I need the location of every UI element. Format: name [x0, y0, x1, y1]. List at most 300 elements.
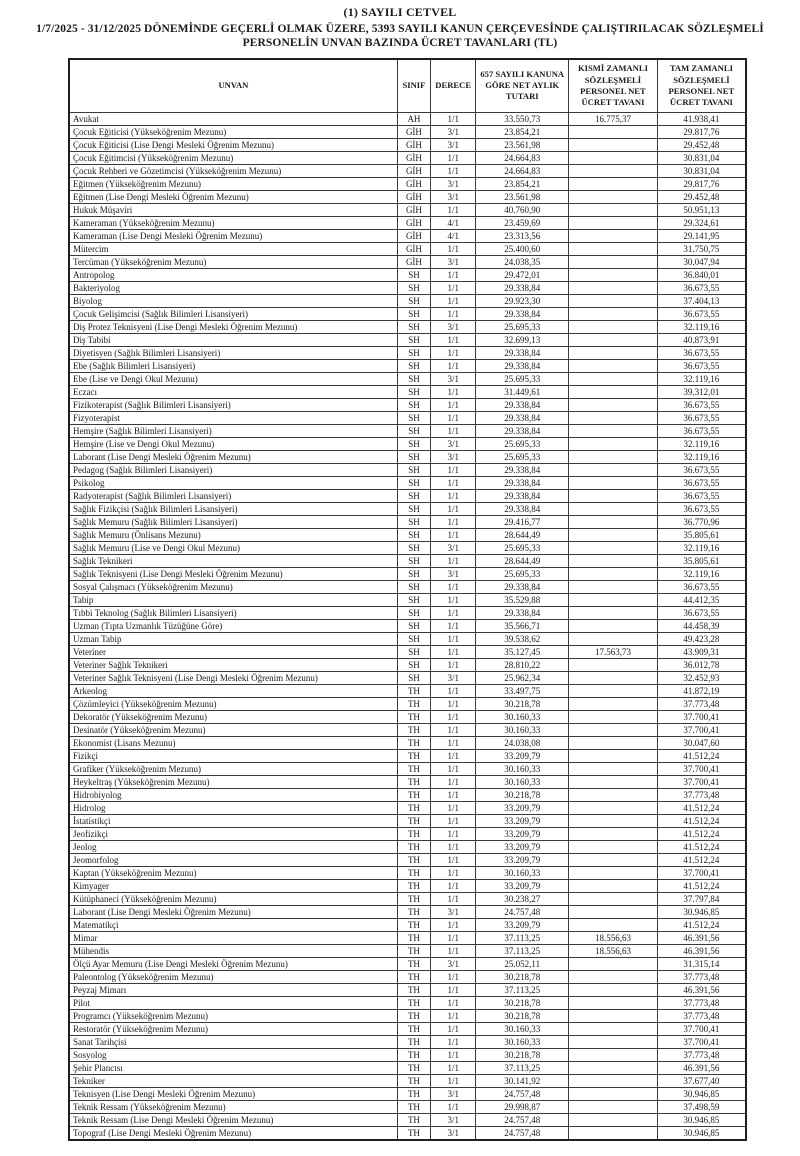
- table-row: [69, 645, 746, 658]
- cell-tam-zamanli-tavan: 29.324,61: [657, 216, 746, 229]
- cell-unvan: Psikolog: [69, 476, 397, 489]
- cell-kismi-zamanli-tavan: [569, 177, 658, 190]
- cell-derece: 1/1: [431, 385, 476, 398]
- cell-kismi-zamanli-tavan: [569, 502, 658, 515]
- cell-kismi-zamanli-tavan: [569, 528, 658, 541]
- cell-net-aylik-tutari: 29.416,77: [476, 515, 569, 528]
- cell-sinif: TH: [397, 879, 430, 892]
- cell-kismi-zamanli-tavan: [569, 359, 658, 372]
- cell-net-aylik-tutari: 30.160,33: [476, 710, 569, 723]
- cell-derece: 1/1: [431, 1061, 476, 1074]
- table-row: [69, 541, 746, 554]
- cell-derece: 3/1: [431, 125, 476, 138]
- cell-tam-zamanli-tavan: 32.119,16: [657, 450, 746, 463]
- cell-net-aylik-tutari: 29.338,84: [476, 359, 569, 372]
- table-row: [69, 372, 746, 385]
- cell-kismi-zamanli-tavan: [569, 749, 658, 762]
- cell-sinif: SH: [397, 619, 430, 632]
- cell-sinif: SH: [397, 515, 430, 528]
- cell-tam-zamanli-tavan: 37.700,41: [657, 710, 746, 723]
- table-header-row: [69, 59, 746, 112]
- cell-kismi-zamanli-tavan: [569, 606, 658, 619]
- cell-kismi-zamanli-tavan: [569, 1048, 658, 1061]
- table-row: [69, 489, 746, 502]
- cell-net-aylik-tutari: 30.160,33: [476, 762, 569, 775]
- cell-unvan: Sosyal Çalışmacı (Yükseköğrenim Mezunu): [69, 580, 397, 593]
- column-header-derece: DERECE: [431, 59, 476, 112]
- cell-kismi-zamanli-tavan: [569, 710, 658, 723]
- cell-derece: 3/1: [431, 437, 476, 450]
- cell-tam-zamanli-tavan: 36.840,01: [657, 268, 746, 281]
- cell-sinif: SH: [397, 528, 430, 541]
- cell-net-aylik-tutari: 29.338,84: [476, 346, 569, 359]
- cell-sinif: SH: [397, 593, 430, 606]
- table-row: [69, 398, 746, 411]
- cell-derece: 3/1: [431, 1087, 476, 1100]
- table-row: [69, 307, 746, 320]
- cell-derece: 1/1: [431, 359, 476, 372]
- cell-kismi-zamanli-tavan: [569, 268, 658, 281]
- cell-tam-zamanli-tavan: 36.673,55: [657, 502, 746, 515]
- cell-derece: 1/1: [431, 658, 476, 671]
- cell-sinif: TH: [397, 944, 430, 957]
- cell-unvan: Kütüphaneci (Yükseköğrenim Mezunu): [69, 892, 397, 905]
- cell-kismi-zamanli-tavan: [569, 788, 658, 801]
- cell-kismi-zamanli-tavan: [569, 684, 658, 697]
- column-header-tam-zamanli-tavan: TAM ZAMANLI SÖZLEŞMELİ PERSONEL NET ÜCRET TAVANI: [657, 59, 746, 112]
- cell-tam-zamanli-tavan: 37.404,13: [657, 294, 746, 307]
- cell-tam-zamanli-tavan: 41.512,24: [657, 827, 746, 840]
- cell-sinif: SH: [397, 346, 430, 359]
- cell-net-aylik-tutari: 37.113,25: [476, 944, 569, 957]
- table-row: [69, 255, 746, 268]
- cell-derece: 1/1: [431, 801, 476, 814]
- cell-unvan: Diş Protez Teknisyeni (Lise Dengi Mesleki Öğrenim Mezunu): [69, 320, 397, 333]
- cell-net-aylik-tutari: 23.561,98: [476, 138, 569, 151]
- cell-derece: 1/1: [431, 736, 476, 749]
- cell-derece: 3/1: [431, 450, 476, 463]
- cell-unvan: Tabip: [69, 593, 397, 606]
- cell-net-aylik-tutari: 29.338,84: [476, 580, 569, 593]
- cell-kismi-zamanli-tavan: 18.556,63: [569, 944, 658, 957]
- cell-derece: 3/1: [431, 1113, 476, 1126]
- cell-kismi-zamanli-tavan: [569, 814, 658, 827]
- cell-sinif: TH: [397, 801, 430, 814]
- table-row: [69, 593, 746, 606]
- cell-net-aylik-tutari: 25.695,33: [476, 567, 569, 580]
- cell-net-aylik-tutari: 23.561,98: [476, 190, 569, 203]
- cell-net-aylik-tutari: 28.644,49: [476, 528, 569, 541]
- table-row: [69, 333, 746, 346]
- cell-net-aylik-tutari: 33.209,79: [476, 853, 569, 866]
- cell-kismi-zamanli-tavan: [569, 658, 658, 671]
- cell-tam-zamanli-tavan: 46.391,56: [657, 1061, 746, 1074]
- table-row: [69, 1074, 746, 1087]
- cell-tam-zamanli-tavan: 40.873,91: [657, 333, 746, 346]
- cell-net-aylik-tutari: 30.238,27: [476, 892, 569, 905]
- cell-sinif: TH: [397, 788, 430, 801]
- table-row: [69, 411, 746, 424]
- cell-tam-zamanli-tavan: 37.498,59: [657, 1100, 746, 1113]
- cell-tam-zamanli-tavan: 36.673,55: [657, 398, 746, 411]
- cell-kismi-zamanli-tavan: [569, 853, 658, 866]
- cell-kismi-zamanli-tavan: [569, 957, 658, 970]
- cell-tam-zamanli-tavan: 29.817,76: [657, 125, 746, 138]
- cell-sinif: GİH: [397, 190, 430, 203]
- cell-tam-zamanli-tavan: 41.512,24: [657, 749, 746, 762]
- cell-tam-zamanli-tavan: 36.673,55: [657, 281, 746, 294]
- table-row: [69, 957, 746, 970]
- cell-sinif: TH: [397, 1126, 430, 1140]
- cell-kismi-zamanli-tavan: [569, 125, 658, 138]
- cell-unvan: Mütercim: [69, 242, 397, 255]
- cell-tam-zamanli-tavan: 32.119,16: [657, 567, 746, 580]
- cell-sinif: SH: [397, 606, 430, 619]
- cell-tam-zamanli-tavan: 46.391,56: [657, 931, 746, 944]
- cell-net-aylik-tutari: 29.472,01: [476, 268, 569, 281]
- cell-tam-zamanli-tavan: 30.047,94: [657, 255, 746, 268]
- cell-net-aylik-tutari: 23.313,56: [476, 229, 569, 242]
- cell-sinif: TH: [397, 866, 430, 879]
- cell-derece: 3/1: [431, 1126, 476, 1140]
- cell-tam-zamanli-tavan: 41.512,24: [657, 853, 746, 866]
- cell-net-aylik-tutari: 24.038,08: [476, 736, 569, 749]
- cell-derece: 1/1: [431, 476, 476, 489]
- cell-sinif: SH: [397, 437, 430, 450]
- cell-net-aylik-tutari: 37.113,25: [476, 931, 569, 944]
- cell-kismi-zamanli-tavan: [569, 983, 658, 996]
- table-row: [69, 528, 746, 541]
- cell-sinif: SH: [397, 645, 430, 658]
- cell-tam-zamanli-tavan: 29.452,48: [657, 138, 746, 151]
- cell-net-aylik-tutari: 39.538,62: [476, 632, 569, 645]
- cell-sinif: TH: [397, 697, 430, 710]
- cell-tam-zamanli-tavan: 36.673,55: [657, 411, 746, 424]
- cell-derece: 1/1: [431, 840, 476, 853]
- cell-kismi-zamanli-tavan: [569, 281, 658, 294]
- cell-unvan: Paleontolog (Yükseköğrenim Mezunu): [69, 970, 397, 983]
- cell-unvan: Ebe (Lise ve Dengi Okul Mezunu): [69, 372, 397, 385]
- cell-sinif: TH: [397, 892, 430, 905]
- cell-sinif: GİH: [397, 242, 430, 255]
- cell-derece: 3/1: [431, 372, 476, 385]
- cell-derece: 1/1: [431, 775, 476, 788]
- cell-derece: 1/1: [431, 411, 476, 424]
- cell-unvan: Jeomorfolog: [69, 853, 397, 866]
- cell-sinif: TH: [397, 684, 430, 697]
- cell-kismi-zamanli-tavan: [569, 567, 658, 580]
- cell-unvan: Eğitmen (Yükseköğrenim Mezunu): [69, 177, 397, 190]
- cell-kismi-zamanli-tavan: [569, 164, 658, 177]
- cell-tam-zamanli-tavan: 30.946,85: [657, 905, 746, 918]
- cell-kismi-zamanli-tavan: [569, 1022, 658, 1035]
- cell-kismi-zamanli-tavan: [569, 450, 658, 463]
- cell-unvan: Sağlık Memuru (Lise ve Dengi Okul Mezunu): [69, 541, 397, 554]
- cell-unvan: Ölçü Ayar Memuru (Lise Dengi Mesleki Öğrenim Mezunu): [69, 957, 397, 970]
- cell-tam-zamanli-tavan: 50.951,13: [657, 203, 746, 216]
- table-row: [69, 970, 746, 983]
- cell-tam-zamanli-tavan: 37.773,48: [657, 1009, 746, 1022]
- cell-net-aylik-tutari: 25.695,33: [476, 541, 569, 554]
- table-row: [69, 684, 746, 697]
- table-row: [69, 814, 746, 827]
- cell-kismi-zamanli-tavan: [569, 840, 658, 853]
- cell-kismi-zamanli-tavan: [569, 580, 658, 593]
- table-row: [69, 1022, 746, 1035]
- document-subtitle-line2: PERSONELİN UNVAN BAZINDA ÜCRET TAVANLARI (TL): [242, 36, 558, 49]
- cell-sinif: AH: [397, 112, 430, 125]
- cell-kismi-zamanli-tavan: [569, 242, 658, 255]
- cell-kismi-zamanli-tavan: [569, 619, 658, 632]
- table-row: [69, 359, 746, 372]
- cell-kismi-zamanli-tavan: [569, 424, 658, 437]
- table-row: [69, 1048, 746, 1061]
- cell-kismi-zamanli-tavan: [569, 1087, 658, 1100]
- cell-sinif: SH: [397, 320, 430, 333]
- table-row: [69, 1061, 746, 1074]
- cell-derece: 1/1: [431, 554, 476, 567]
- cell-tam-zamanli-tavan: 29.141,95: [657, 229, 746, 242]
- cell-net-aylik-tutari: 25.962,34: [476, 671, 569, 684]
- column-header-sinif: SINIF: [397, 59, 430, 112]
- cell-kismi-zamanli-tavan: [569, 593, 658, 606]
- cell-sinif: TH: [397, 736, 430, 749]
- cell-unvan: Sağlık Memuru (Sağlık Bilimleri Lisansiyeri): [69, 515, 397, 528]
- cell-tam-zamanli-tavan: 37.773,48: [657, 1048, 746, 1061]
- table-row: [69, 723, 746, 736]
- cell-tam-zamanli-tavan: 46.391,56: [657, 983, 746, 996]
- table-row: [69, 801, 746, 814]
- table-row: [69, 346, 746, 359]
- cell-unvan: Laborant (Lise Dengi Mesleki Öğrenim Mezunu): [69, 905, 397, 918]
- cell-net-aylik-tutari: 37.113,25: [476, 983, 569, 996]
- cell-kismi-zamanli-tavan: [569, 541, 658, 554]
- cell-unvan: Diyetisyen (Sağlık Bilimleri Lisansiyeri): [69, 346, 397, 359]
- cell-tam-zamanli-tavan: 37.773,48: [657, 788, 746, 801]
- cell-net-aylik-tutari: 32.699,13: [476, 333, 569, 346]
- table-row: [69, 216, 746, 229]
- cell-derece: 1/1: [431, 294, 476, 307]
- cell-derece: 1/1: [431, 788, 476, 801]
- cell-sinif: TH: [397, 918, 430, 931]
- cell-derece: 1/1: [431, 1074, 476, 1087]
- cell-derece: 1/1: [431, 151, 476, 164]
- cell-derece: 3/1: [431, 957, 476, 970]
- cell-derece: 1/1: [431, 645, 476, 658]
- table-row: [69, 762, 746, 775]
- cell-net-aylik-tutari: 30.160,33: [476, 1022, 569, 1035]
- cell-sinif: SH: [397, 411, 430, 424]
- cell-tam-zamanli-tavan: 30.946,85: [657, 1126, 746, 1140]
- cell-sinif: SH: [397, 385, 430, 398]
- cell-tam-zamanli-tavan: 46.391,56: [657, 944, 746, 957]
- cell-kismi-zamanli-tavan: [569, 190, 658, 203]
- cell-tam-zamanli-tavan: 32.452,93: [657, 671, 746, 684]
- cell-unvan: Pedagog (Sağlık Bilimleri Lisansiyeri): [69, 463, 397, 476]
- cell-kismi-zamanli-tavan: [569, 1061, 658, 1074]
- document-title: (1) SAYILI CETVEL: [343, 5, 457, 19]
- cell-sinif: SH: [397, 541, 430, 554]
- cell-sinif: SH: [397, 333, 430, 346]
- cell-derece: 1/1: [431, 749, 476, 762]
- cell-kismi-zamanli-tavan: [569, 138, 658, 151]
- cell-sinif: SH: [397, 359, 430, 372]
- table-row: [69, 463, 746, 476]
- cell-unvan: Teknik Ressam (Lise Dengi Mesleki Öğrenim Mezunu): [69, 1113, 397, 1126]
- cell-derece: 1/1: [431, 931, 476, 944]
- cell-derece: 4/1: [431, 229, 476, 242]
- cell-sinif: GİH: [397, 164, 430, 177]
- cell-unvan: Biyolog: [69, 294, 397, 307]
- cell-kismi-zamanli-tavan: [569, 151, 658, 164]
- cell-tam-zamanli-tavan: 37.700,41: [657, 1022, 746, 1035]
- cell-sinif: GİH: [397, 151, 430, 164]
- cell-net-aylik-tutari: 24.664,83: [476, 164, 569, 177]
- cell-sinif: TH: [397, 853, 430, 866]
- table-row: [69, 892, 746, 905]
- cell-net-aylik-tutari: 30.218,78: [476, 970, 569, 983]
- cell-derece: 1/1: [431, 307, 476, 320]
- cell-kismi-zamanli-tavan: [569, 1035, 658, 1048]
- cell-tam-zamanli-tavan: 39.312,01: [657, 385, 746, 398]
- cell-net-aylik-tutari: 35.566,71: [476, 619, 569, 632]
- table-row: [69, 437, 746, 450]
- cell-derece: 3/1: [431, 541, 476, 554]
- cell-tam-zamanli-tavan: 43.909,31: [657, 645, 746, 658]
- cell-derece: 1/1: [431, 606, 476, 619]
- cell-unvan: Veteriner Sağlık Teknikeri: [69, 658, 397, 671]
- column-header-net-aylik-tutari: 657 SAYILI KANUNA GÖRE NET AYLIK TUTARI: [476, 59, 569, 112]
- cell-sinif: TH: [397, 1061, 430, 1074]
- table-row: [69, 1126, 746, 1140]
- cell-unvan: Tıbbi Teknolog (Sağlık Bilimleri Lisansiyeri): [69, 606, 397, 619]
- cell-sinif: TH: [397, 957, 430, 970]
- cell-unvan: Mühendis: [69, 944, 397, 957]
- cell-sinif: TH: [397, 1035, 430, 1048]
- cell-sinif: TH: [397, 931, 430, 944]
- cell-tam-zamanli-tavan: 32.119,16: [657, 541, 746, 554]
- cell-sinif: SH: [397, 450, 430, 463]
- cell-derece: 1/1: [431, 203, 476, 216]
- cell-unvan: Matematikçi: [69, 918, 397, 931]
- cell-unvan: Jeofizikçi: [69, 827, 397, 840]
- cell-unvan: Heykeltraş (Yükseköğrenim Mezunu): [69, 775, 397, 788]
- cell-derece: 3/1: [431, 320, 476, 333]
- cell-sinif: TH: [397, 1048, 430, 1061]
- cell-unvan: Sağlık Teknikeri: [69, 554, 397, 567]
- cell-tam-zamanli-tavan: 36.673,55: [657, 463, 746, 476]
- cell-net-aylik-tutari: 33.209,79: [476, 801, 569, 814]
- cell-sinif: SH: [397, 567, 430, 580]
- cell-net-aylik-tutari: 29.338,84: [476, 476, 569, 489]
- table-row: [69, 567, 746, 580]
- cell-kismi-zamanli-tavan: [569, 1074, 658, 1087]
- cell-tam-zamanli-tavan: 36.673,55: [657, 476, 746, 489]
- cell-kismi-zamanli-tavan: [569, 372, 658, 385]
- cell-derece: 1/1: [431, 1048, 476, 1061]
- cell-tam-zamanli-tavan: 37.773,48: [657, 996, 746, 1009]
- cell-net-aylik-tutari: 33.209,79: [476, 879, 569, 892]
- cell-tam-zamanli-tavan: 41.512,24: [657, 801, 746, 814]
- cell-net-aylik-tutari: 29.338,84: [476, 424, 569, 437]
- cell-kismi-zamanli-tavan: [569, 736, 658, 749]
- cell-kismi-zamanli-tavan: [569, 970, 658, 983]
- cell-unvan: Programcı (Yükseköğrenim Mezunu): [69, 1009, 397, 1022]
- table-row: [69, 983, 746, 996]
- cell-sinif: TH: [397, 775, 430, 788]
- cell-kismi-zamanli-tavan: [569, 320, 658, 333]
- cell-kismi-zamanli-tavan: [569, 723, 658, 736]
- document-header: [20, 5, 780, 50]
- cell-derece: 1/1: [431, 502, 476, 515]
- cell-unvan: Teknik Ressam (Yükseköğrenim Mezunu): [69, 1100, 397, 1113]
- table-row: [69, 879, 746, 892]
- cell-unvan: Grafiker (Yükseköğrenim Mezunu): [69, 762, 397, 775]
- table-row: [69, 125, 746, 138]
- cell-derece: 1/1: [431, 1022, 476, 1035]
- cell-sinif: SH: [397, 294, 430, 307]
- cell-sinif: SH: [397, 463, 430, 476]
- table-row: [69, 424, 746, 437]
- cell-kismi-zamanli-tavan: [569, 515, 658, 528]
- cell-derece: 3/1: [431, 255, 476, 268]
- cell-kismi-zamanli-tavan: [569, 463, 658, 476]
- cell-sinif: GİH: [397, 177, 430, 190]
- table-row: [69, 281, 746, 294]
- cell-net-aylik-tutari: 23.854,21: [476, 125, 569, 138]
- cell-tam-zamanli-tavan: 36.673,55: [657, 346, 746, 359]
- table-row: [69, 632, 746, 645]
- cell-net-aylik-tutari: 29.338,84: [476, 502, 569, 515]
- table-row: [69, 788, 746, 801]
- cell-tam-zamanli-tavan: 44.458,39: [657, 619, 746, 632]
- cell-sinif: SH: [397, 398, 430, 411]
- cell-net-aylik-tutari: 33.497,75: [476, 684, 569, 697]
- cell-unvan: Sosyolog: [69, 1048, 397, 1061]
- cell-unvan: Sağlık Memuru (Önlisans Mezunu): [69, 528, 397, 541]
- table-row: [69, 164, 746, 177]
- cell-sinif: GİH: [397, 229, 430, 242]
- cell-net-aylik-tutari: 30.160,33: [476, 866, 569, 879]
- cell-sinif: SH: [397, 476, 430, 489]
- cell-net-aylik-tutari: 29.338,84: [476, 281, 569, 294]
- cell-derece: 1/1: [431, 398, 476, 411]
- cell-kismi-zamanli-tavan: [569, 1113, 658, 1126]
- cell-unvan: Hemşire (Sağlık Bilimleri Lisansiyeri): [69, 424, 397, 437]
- cell-net-aylik-tutari: 33.209,79: [476, 840, 569, 853]
- table-row: [69, 502, 746, 515]
- table-row: [69, 190, 746, 203]
- table-row: [69, 658, 746, 671]
- cell-unvan: Tekniker: [69, 1074, 397, 1087]
- cell-net-aylik-tutari: 30.141,92: [476, 1074, 569, 1087]
- cell-derece: 1/1: [431, 242, 476, 255]
- cell-kismi-zamanli-tavan: [569, 775, 658, 788]
- cell-unvan: Çocuk Eğiticisi (Lise Dengi Mesleki Öğrenim Mezunu): [69, 138, 397, 151]
- cell-sinif: SH: [397, 580, 430, 593]
- cell-unvan: Eğitmen (Lise Dengi Mesleki Öğrenim Mezunu): [69, 190, 397, 203]
- cell-tam-zamanli-tavan: 37.677,40: [657, 1074, 746, 1087]
- table-row: [69, 710, 746, 723]
- cell-kismi-zamanli-tavan: [569, 476, 658, 489]
- cell-tam-zamanli-tavan: 37.700,41: [657, 866, 746, 879]
- cell-sinif: SH: [397, 372, 430, 385]
- cell-unvan: Kimyager: [69, 879, 397, 892]
- cell-tam-zamanli-tavan: 36.673,55: [657, 489, 746, 502]
- cell-tam-zamanli-tavan: 35.805,61: [657, 554, 746, 567]
- cell-net-aylik-tutari: 29.338,84: [476, 307, 569, 320]
- cell-net-aylik-tutari: 37.113,25: [476, 1061, 569, 1074]
